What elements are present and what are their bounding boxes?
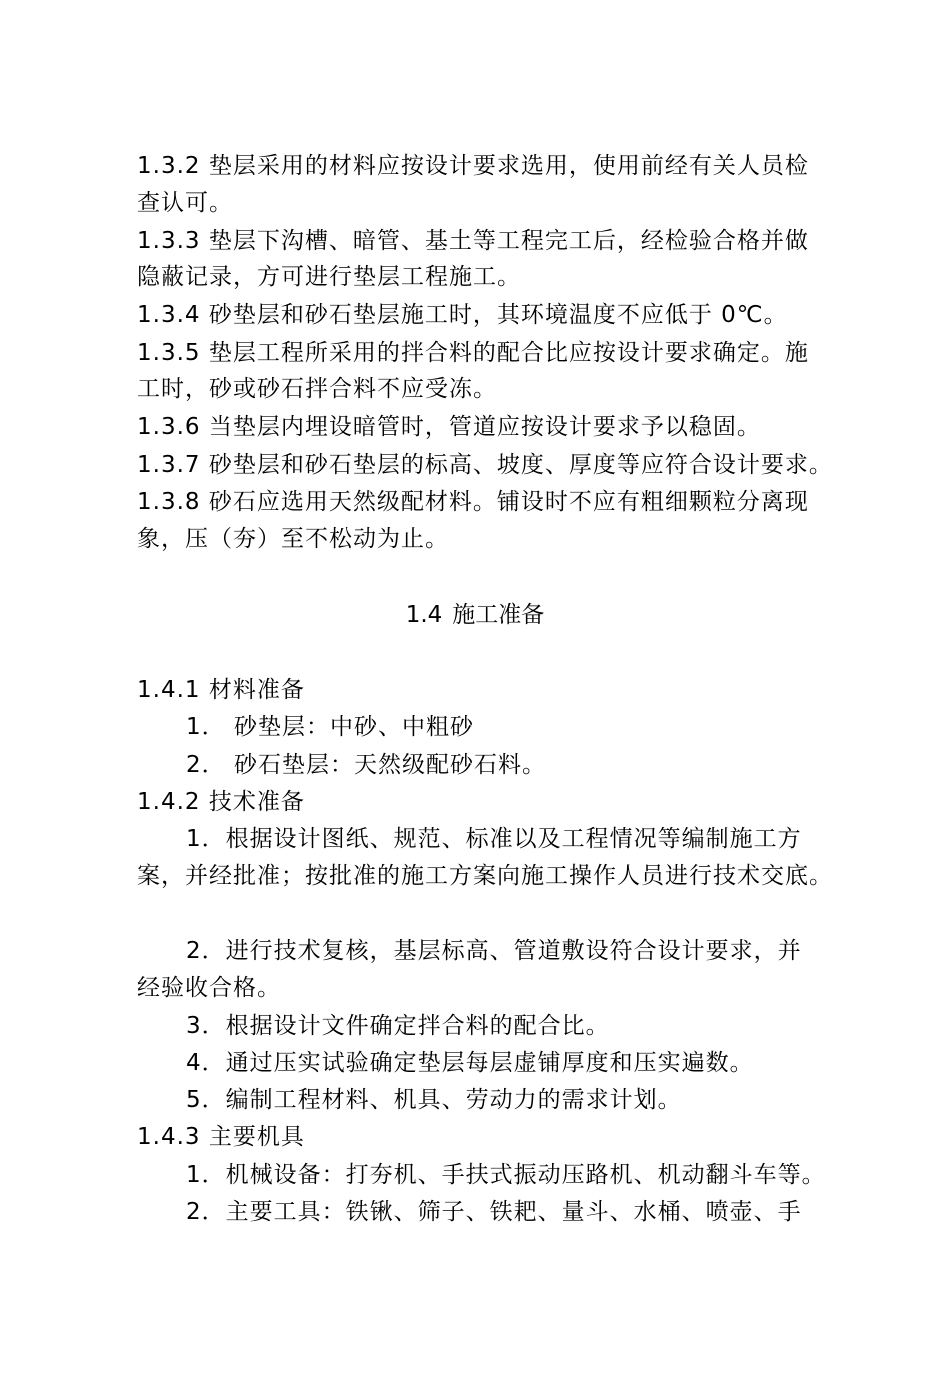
subsection-tools-title: 1.4.3 主要机具	[137, 1124, 305, 1150]
clause-1-3-3-line-1: 1.3.3 垫层下沟槽、暗管、基土等工程完工后，经检验合格并做	[137, 228, 809, 254]
clause-1-3-5-line-2: 工时，砂或砂石拌合料不应受冻。	[137, 376, 497, 402]
clause-1-3-2-line-2: 查认可。	[137, 190, 233, 216]
clause-1-3-6: 1.3.6 当垫层内埋设暗管时，管道应按设计要求予以稳固。	[137, 414, 761, 440]
section-heading	[0, 600, 950, 630]
technical-item-2-line-1: 2．进行技术复核，基层标高、管道敷设符合设计要求，并	[186, 938, 802, 964]
subsection-technical-title: 1.4.2 技术准备	[137, 789, 305, 815]
technical-item-5: 5．编制工程材料、机具、劳动力的需求计划。	[186, 1087, 682, 1113]
tools-item-1: 1．机械设备：打夯机、手扶式振动压路机、机动翻斗车等。	[186, 1162, 826, 1188]
clause-1-3-3-line-2: 隐蔽记录，方可进行垫层工程施工。	[137, 264, 521, 290]
technical-item-2-line-2: 经验收合格。	[137, 975, 281, 1001]
technical-item-1-line-2: 案，并经批准；按批准的施工方案向施工操作人员进行技术交底。	[137, 863, 833, 889]
materials-item-2: 2． 砂石垫层：天然级配砂石料。	[186, 752, 546, 778]
clause-1-3-4: 1.3.4 砂垫层和砂石垫层施工时，其环境温度不应低于 0℃。	[137, 302, 788, 328]
clause-1-3-5-line-1: 1.3.5 垫层工程所采用的拌合料的配合比应按设计要求确定。施	[137, 340, 809, 366]
subsection-materials-title: 1.4.1 材料准备	[137, 677, 305, 703]
section-heading-title: 施工准备	[452, 602, 545, 628]
clause-1-3-8-line-2: 象，压（夯）至不松动为止。	[137, 526, 449, 552]
materials-item-1: 1． 砂垫层：中砂、中粗砂	[186, 714, 474, 740]
tools-item-2: 2．主要工具：铁锹、筛子、铁耙、量斗、水桶、喷壶、手	[186, 1199, 802, 1225]
clause-1-3-8-line-1: 1.3.8 砂石应选用天然级配材料。铺设时不应有粗细颗粒分离现	[137, 489, 809, 515]
clause-1-3-2-line-1: 1.3.2 垫层采用的材料应按设计要求选用，使用前经有关人员检	[137, 153, 809, 179]
technical-item-3: 3．根据设计文件确定拌合料的配合比。	[186, 1013, 610, 1039]
technical-item-4: 4．通过压实试验确定垫层每层虚铺厚度和压实遍数。	[186, 1050, 754, 1076]
section-heading-number: 1.4	[405, 602, 443, 628]
technical-item-1-line-1: 1．根据设计图纸、规范、标准以及工程情况等编制施工方	[186, 826, 802, 852]
clause-1-3-7: 1.3.7 砂垫层和砂石垫层的标高、坡度、厚度等应符合设计要求。	[137, 452, 833, 478]
